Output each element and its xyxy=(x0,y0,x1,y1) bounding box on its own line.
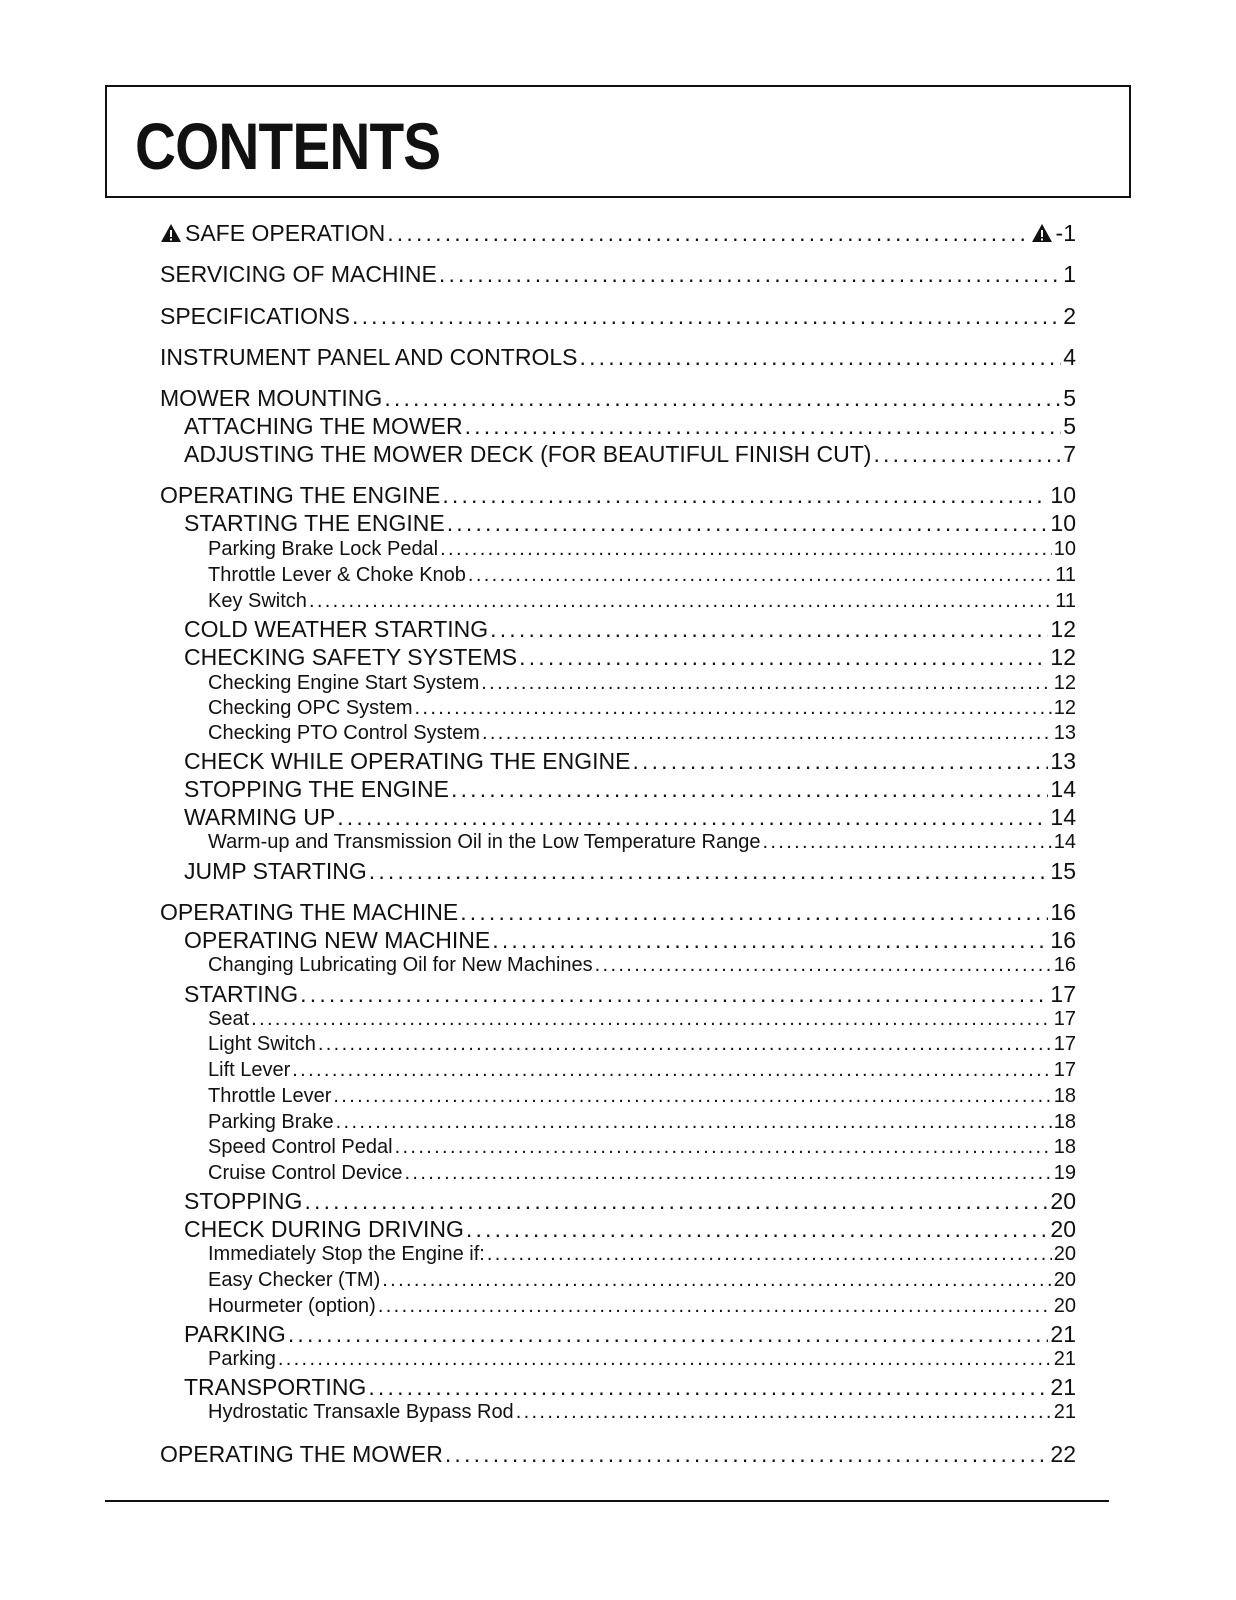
toc-entry-text: JUMP STARTING xyxy=(184,858,367,884)
toc-entry-label xyxy=(208,1136,393,1159)
dot-leader xyxy=(369,858,1049,885)
toc-entry-text: OPERATING THE MOWER xyxy=(160,1441,443,1467)
dot-leader xyxy=(382,1269,1052,1292)
toc-page-text: 10 xyxy=(1053,538,1076,560)
toc-page-text: 7 xyxy=(1063,441,1076,467)
toc-entry-text: OPERATING NEW MACHINE xyxy=(184,927,491,953)
dot-leader xyxy=(309,590,1053,613)
toc-page-number xyxy=(1050,510,1076,537)
dot-leader xyxy=(292,1059,1051,1082)
dot-leader xyxy=(490,616,1048,643)
dot-leader xyxy=(333,1085,1051,1108)
toc-entry xyxy=(160,482,1076,509)
toc-entry-label xyxy=(208,590,307,613)
toc-entry-label xyxy=(208,697,413,720)
toc-page-text: 11 xyxy=(1055,564,1076,586)
dot-leader xyxy=(278,1348,1052,1371)
toc-entry-text: WARMING UP xyxy=(184,804,336,830)
toc-page-text: 2 xyxy=(1063,303,1076,329)
toc-page-number xyxy=(1050,1441,1076,1468)
toc-page-number xyxy=(1063,303,1076,330)
toc-entry-text: Parking Brake Lock Pedal xyxy=(208,538,439,560)
title-box xyxy=(105,85,1131,198)
page-title: CONTENTS xyxy=(135,109,441,183)
toc-page-number xyxy=(1054,1059,1076,1082)
toc-page-text: 20 xyxy=(1050,1188,1076,1214)
toc-page-number xyxy=(1054,954,1076,977)
toc-entry-label xyxy=(208,722,480,745)
toc-page-text: 17 xyxy=(1053,1008,1076,1030)
toc-page-number xyxy=(1054,1269,1076,1292)
toc-entry-text: STARTING THE ENGINE xyxy=(184,510,445,536)
toc-entry-text: CHECK WHILE OPERATING THE ENGINE xyxy=(184,748,631,774)
toc-entry xyxy=(208,1136,1076,1159)
dot-leader xyxy=(440,538,1052,561)
toc-page-text: 5 xyxy=(1063,385,1076,411)
toc-entry-label xyxy=(184,981,298,1008)
dot-leader xyxy=(336,1111,1052,1134)
toc-entry-label xyxy=(184,616,488,643)
toc-page-number xyxy=(1054,1401,1076,1424)
toc-entry xyxy=(184,1216,1076,1243)
toc-page-number xyxy=(1054,1033,1076,1056)
toc-page-text: 12 xyxy=(1053,672,1076,694)
toc-page-text: 12 xyxy=(1050,644,1076,670)
dot-leader xyxy=(481,672,1052,695)
toc-page-number xyxy=(1063,261,1076,288)
toc-entry-label xyxy=(184,804,335,831)
toc-entry-text: Checking Engine Start System xyxy=(208,672,480,694)
toc-page-text: 20 xyxy=(1053,1295,1076,1317)
toc-page-text: 15 xyxy=(1050,858,1076,884)
toc-entry-text: Parking Brake xyxy=(208,1111,334,1133)
toc-entry xyxy=(184,858,1076,885)
toc-page-number xyxy=(1054,1085,1076,1108)
toc-entry-label xyxy=(160,344,577,371)
toc-page-number xyxy=(1050,748,1076,775)
dot-leader xyxy=(632,748,1048,775)
toc-entry-text: Warm-up and Transmission Oil in the Low Temperature Range xyxy=(208,831,761,853)
toc-entry xyxy=(184,804,1076,831)
toc-page-text: 21 xyxy=(1053,1348,1076,1370)
toc-page-text: 20 xyxy=(1053,1243,1076,1265)
toc-page-number xyxy=(1054,1162,1076,1185)
dot-leader xyxy=(466,1216,1049,1243)
toc-entry-text: SERVICING OF MACHINE xyxy=(160,261,437,287)
dot-leader xyxy=(387,220,1028,247)
toc-entry xyxy=(208,672,1076,695)
toc-entry xyxy=(208,590,1076,613)
dot-leader xyxy=(352,303,1061,330)
toc-page-number xyxy=(1050,927,1076,954)
toc-entry-text: Speed Control Pedal xyxy=(208,1136,393,1158)
toc-page-text: 17 xyxy=(1050,981,1076,1007)
toc-page-number xyxy=(1054,1136,1076,1159)
toc-entry-text: PARKING xyxy=(184,1321,286,1347)
toc-entry-text: OPERATING THE MACHINE xyxy=(160,899,459,925)
toc-entry xyxy=(208,1033,1076,1056)
toc-entry-text: STOPPING xyxy=(184,1188,303,1214)
toc-entry-label xyxy=(208,1243,485,1266)
dot-leader xyxy=(519,644,1048,671)
toc-page-number xyxy=(1050,1188,1076,1215)
toc-entry-label xyxy=(184,1321,286,1348)
toc-entry xyxy=(208,1269,1076,1292)
toc-page-text: 20 xyxy=(1053,1269,1076,1291)
toc-entry-text: Parking xyxy=(208,1348,276,1370)
toc-page-text: 14 xyxy=(1050,804,1076,830)
toc-page-number xyxy=(1050,1216,1076,1243)
dot-leader xyxy=(405,1162,1052,1185)
toc-entry xyxy=(184,413,1076,440)
dot-leader xyxy=(368,1374,1048,1401)
toc-page-number xyxy=(1031,220,1076,247)
toc-entry xyxy=(208,538,1076,561)
toc-entry-label xyxy=(184,1216,464,1243)
toc-page-text: 21 xyxy=(1050,1374,1076,1400)
toc-entry-text: Cruise Control Device xyxy=(208,1162,403,1184)
toc-page-text: 22 xyxy=(1050,1441,1076,1467)
toc-entry-label xyxy=(208,1085,331,1108)
toc-entry-label xyxy=(184,644,517,671)
toc-entry-text: ATTACHING THE MOWER xyxy=(184,413,463,439)
dot-leader xyxy=(487,1243,1052,1266)
toc-page-number xyxy=(1063,413,1076,440)
dot-leader xyxy=(378,1295,1052,1318)
toc-page-number xyxy=(1050,616,1076,643)
toc-entry-text: CHECK DURING DRIVING xyxy=(184,1216,464,1242)
toc-entry-label xyxy=(160,220,385,247)
toc-entry xyxy=(184,1188,1076,1215)
toc-entry-text: Checking PTO Control System xyxy=(208,722,480,744)
dot-leader xyxy=(762,831,1051,854)
toc-entry-text: STOPPING THE ENGINE xyxy=(184,776,449,802)
toc-entry-label xyxy=(184,748,630,775)
toc-entry xyxy=(184,644,1076,671)
dot-leader xyxy=(251,1008,1052,1031)
toc-entry xyxy=(184,776,1076,803)
toc-page-text: 10 xyxy=(1050,482,1076,508)
toc-entry xyxy=(184,510,1076,537)
toc-entry xyxy=(184,981,1076,1008)
dot-leader xyxy=(288,1321,1049,1348)
toc-entry xyxy=(208,1243,1076,1266)
toc-entry-text: COLD WEATHER STARTING xyxy=(184,616,489,642)
toc-page-text: 10 xyxy=(1050,510,1076,536)
dot-leader xyxy=(337,804,1048,831)
toc-entry-label xyxy=(160,1441,443,1468)
toc-entry-label xyxy=(184,1188,302,1215)
dot-leader xyxy=(516,1401,1052,1424)
toc-entry-label xyxy=(184,413,463,440)
toc-entry-label xyxy=(208,1269,380,1292)
toc-entry xyxy=(184,748,1076,775)
toc-entry xyxy=(184,1321,1076,1348)
toc-entry-text: Throttle Lever & Choke Knob xyxy=(208,564,466,586)
toc-page-text: 13 xyxy=(1050,748,1076,774)
toc-entry-label xyxy=(208,1162,403,1185)
toc-page-number xyxy=(1055,590,1076,613)
toc-entry-label xyxy=(208,1295,376,1318)
toc-entry-label xyxy=(160,899,458,926)
toc-entry-label xyxy=(160,385,382,412)
toc-page-text: 19 xyxy=(1053,1162,1076,1184)
dot-leader xyxy=(873,441,1061,468)
toc-entry-label xyxy=(160,303,350,330)
toc-page-text: 12 xyxy=(1050,616,1076,642)
toc-page-number xyxy=(1054,722,1076,745)
toc-page-number xyxy=(1050,644,1076,671)
toc-entry-label xyxy=(184,441,871,468)
toc-page-text: 18 xyxy=(1053,1111,1076,1133)
dot-leader xyxy=(439,261,1061,288)
toc-entry xyxy=(208,722,1076,745)
toc-entry xyxy=(208,1162,1076,1185)
toc-entry xyxy=(208,1348,1076,1371)
dot-leader xyxy=(451,776,1048,803)
toc-page-number xyxy=(1050,981,1076,1008)
toc-page-number xyxy=(1050,858,1076,885)
toc-entry xyxy=(208,1059,1076,1082)
toc-page-number xyxy=(1054,831,1076,854)
toc-entry-label xyxy=(208,1111,334,1134)
toc-entry-text: Hydrostatic Transaxle Bypass Rod xyxy=(208,1401,514,1423)
dot-leader xyxy=(447,510,1049,537)
toc-entry-label xyxy=(208,564,466,587)
toc-entry-text: TRANSPORTING xyxy=(184,1374,367,1400)
toc-entry-text: Immediately Stop the Engine if: xyxy=(208,1243,485,1265)
toc-page-number xyxy=(1050,899,1076,926)
toc-page-number xyxy=(1050,776,1076,803)
toc-entry-text: Hourmeter (option) xyxy=(208,1295,376,1317)
toc-entry xyxy=(184,1374,1076,1401)
toc-entry-text: Changing Lubricating Oil for New Machines xyxy=(208,954,593,976)
toc-page-number xyxy=(1063,344,1076,371)
toc-entry-label xyxy=(208,672,479,695)
toc-page-number xyxy=(1050,804,1076,831)
toc-page-number xyxy=(1063,441,1076,468)
toc-entry-label xyxy=(208,1059,290,1082)
toc-page-number xyxy=(1054,1008,1076,1031)
toc-page-text: 17 xyxy=(1053,1033,1076,1055)
toc-entry-text: STARTING xyxy=(184,981,299,1007)
toc-entry xyxy=(208,1111,1076,1134)
dot-leader xyxy=(395,1136,1052,1159)
toc-page-text: 5 xyxy=(1063,413,1076,439)
dot-leader xyxy=(465,413,1062,440)
toc-page-number xyxy=(1050,482,1076,509)
toc-entry-text: SPECIFICATIONS xyxy=(160,303,350,329)
toc-entry-label xyxy=(160,261,437,288)
toc-entry-text: Lift Lever xyxy=(208,1059,291,1081)
toc-entry-text: MOWER MOUNTING xyxy=(160,385,383,411)
toc-page-text: 20 xyxy=(1050,1216,1076,1242)
toc-entry-label xyxy=(208,1348,276,1371)
toc-entry xyxy=(208,1085,1076,1108)
toc-page-text: 17 xyxy=(1053,1059,1076,1081)
dot-leader xyxy=(460,899,1048,926)
toc-entry xyxy=(160,344,1076,371)
toc-entry-text: INSTRUMENT PANEL AND CONTROLS xyxy=(160,344,578,370)
dot-leader xyxy=(595,954,1052,977)
toc-entry-text: Checking OPC System xyxy=(208,697,413,719)
dot-leader xyxy=(300,981,1048,1008)
toc-entry-text: Easy Checker (TM) xyxy=(208,1269,381,1291)
toc-page-number xyxy=(1054,1295,1076,1318)
dot-leader xyxy=(304,1188,1048,1215)
dot-leader xyxy=(579,344,1061,371)
toc-entry-label xyxy=(184,1374,366,1401)
toc-entry xyxy=(184,616,1076,643)
toc-entry-label xyxy=(208,831,760,854)
dot-leader xyxy=(318,1033,1052,1056)
toc-entry-label xyxy=(208,1401,514,1424)
toc-page-number xyxy=(1054,1348,1076,1371)
toc-page-text: 18 xyxy=(1053,1136,1076,1158)
toc-page-text: 14 xyxy=(1053,831,1076,853)
toc-entry xyxy=(160,385,1076,412)
toc-entry xyxy=(208,564,1076,587)
dot-leader xyxy=(415,697,1052,720)
toc-page-text: 21 xyxy=(1053,1401,1076,1423)
toc-entry xyxy=(208,1008,1076,1031)
dot-leader xyxy=(384,385,1061,412)
toc-page-number xyxy=(1054,1111,1076,1134)
toc-entry-text: Key Switch xyxy=(208,590,307,612)
toc-page-text: -1 xyxy=(1055,220,1076,246)
toc-entry xyxy=(160,303,1076,330)
toc-entry-label xyxy=(208,1008,249,1031)
dot-leader xyxy=(442,482,1048,509)
toc-entry xyxy=(160,899,1076,926)
toc-entry xyxy=(160,1441,1076,1468)
toc-entry xyxy=(208,1401,1076,1424)
dot-leader xyxy=(445,1441,1049,1468)
toc-page-number xyxy=(1050,1321,1076,1348)
toc-page-text: 12 xyxy=(1053,697,1076,719)
toc-page-number xyxy=(1050,1374,1076,1401)
toc-entry xyxy=(208,697,1076,720)
toc-entry xyxy=(208,831,1076,854)
toc-page-text: 16 xyxy=(1053,954,1076,976)
toc-page-number xyxy=(1054,672,1076,695)
toc-entry-label xyxy=(184,776,449,803)
toc-entry-label xyxy=(160,482,440,509)
warning-triangle-icon xyxy=(160,222,182,242)
toc-page-text: 16 xyxy=(1050,899,1076,925)
toc-page-text: 21 xyxy=(1050,1321,1076,1347)
toc-page-text: 11 xyxy=(1055,590,1076,612)
dot-leader xyxy=(492,927,1048,954)
toc-entry xyxy=(160,261,1076,288)
warning-triangle-icon xyxy=(1031,222,1053,242)
toc-page-text: 13 xyxy=(1053,722,1076,744)
toc-entry-text: SAFE OPERATION xyxy=(185,220,386,246)
toc-entry-text: OPERATING THE ENGINE xyxy=(160,482,441,508)
toc-page-number xyxy=(1063,385,1076,412)
toc-entry xyxy=(184,441,1076,468)
toc-entry-text: Seat xyxy=(208,1008,250,1030)
toc-page-text: 16 xyxy=(1050,927,1076,953)
toc-page-number xyxy=(1054,697,1076,720)
toc-page-number xyxy=(1054,538,1076,561)
dot-leader xyxy=(482,722,1052,745)
toc-page-number xyxy=(1054,1243,1076,1266)
toc-entry-label xyxy=(208,1033,316,1056)
toc-entry-text: CHECKING SAFETY SYSTEMS xyxy=(184,644,518,670)
toc-entry-label xyxy=(184,927,490,954)
dot-leader xyxy=(468,564,1053,587)
toc-page-number xyxy=(1055,564,1076,587)
toc-page-text: 1 xyxy=(1063,261,1076,287)
toc-page-text: 18 xyxy=(1053,1085,1076,1107)
footer-rule xyxy=(105,1500,1109,1502)
toc-page-text: 14 xyxy=(1050,776,1076,802)
toc-page-text: 4 xyxy=(1063,344,1076,370)
toc-entry-label xyxy=(208,954,593,977)
toc-entry-label xyxy=(184,858,367,885)
toc-entry-label xyxy=(184,510,445,537)
toc-entry-text: Light Switch xyxy=(208,1033,316,1055)
toc-entry xyxy=(208,1295,1076,1318)
toc-entry-text: Throttle Lever xyxy=(208,1085,332,1107)
toc-entry-text: ADJUSTING THE MOWER DECK (FOR BEAUTIFUL FINISH CUT) xyxy=(184,441,872,467)
toc-entry xyxy=(160,220,1076,247)
toc-entry xyxy=(208,954,1076,977)
toc-entry xyxy=(184,927,1076,954)
toc-entry-label xyxy=(208,538,438,561)
